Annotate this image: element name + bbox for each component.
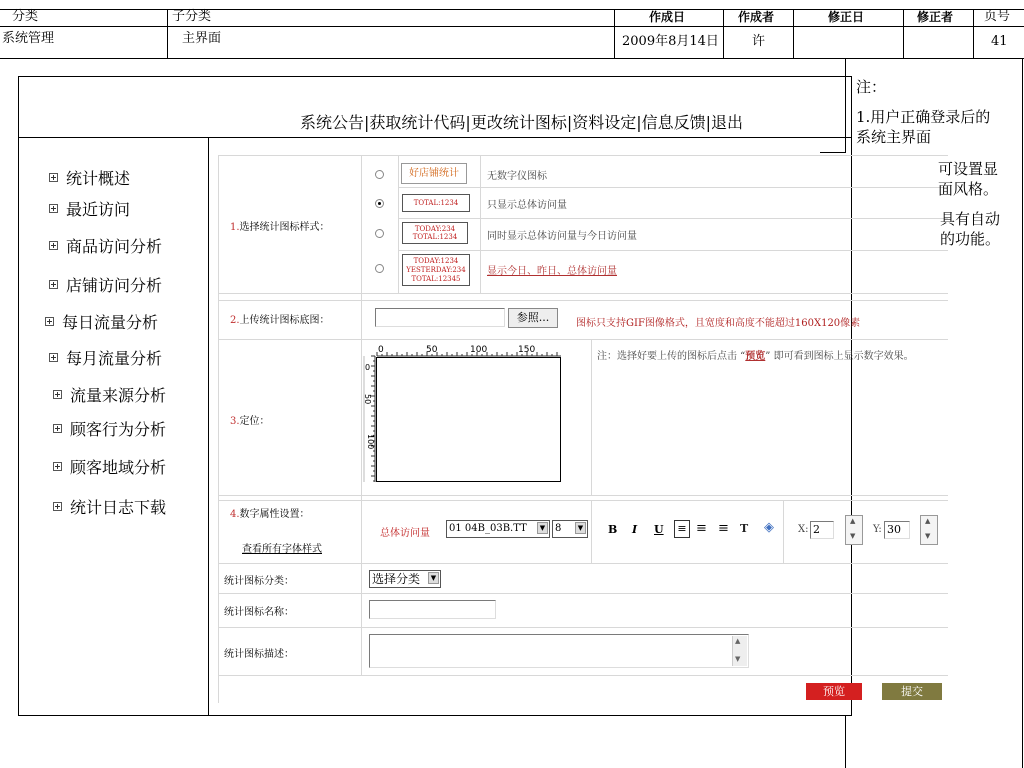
preview-link[interactable]: 预览 — [745, 351, 766, 362]
icon-preview-area[interactable] — [376, 357, 561, 482]
y-stepper[interactable] — [920, 515, 938, 545]
browse-button[interactable]: 参照... — [508, 308, 558, 328]
ruler-x-50: 50 — [426, 345, 438, 355]
category-value: 系统管理 — [2, 31, 55, 46]
author-value: 许 — [752, 34, 766, 49]
x-stepper[interactable] — [845, 515, 863, 545]
page-label: 页号 — [984, 9, 1011, 24]
sidebar-item-overview[interactable]: 统计概述 — [49, 166, 130, 189]
upload-hint: 图标只支持GIF图像格式，且宽度和高度不能超过160X120像素 — [576, 318, 861, 329]
name-input[interactable] — [369, 600, 496, 619]
style-badge-3: TODAY:234 TOTAL:1234 — [402, 222, 468, 244]
upload-label: 2.上传统计图标底图： — [230, 315, 330, 326]
x-label: X: — [798, 524, 809, 535]
bold-button[interactable]: B — [608, 523, 618, 536]
chevron-down-icon: ▼ — [428, 572, 439, 584]
align-right-icon[interactable]: ≡ — [718, 521, 729, 536]
expand-icon — [53, 462, 62, 471]
y-label: Y: — [873, 524, 882, 535]
fill-color-icon[interactable]: ◈ — [764, 520, 774, 535]
style-radio-3[interactable] — [375, 229, 384, 238]
sidebar-item-shop-visits[interactable]: 店铺访问分析 — [49, 273, 162, 296]
created-date-label: 作成日 — [649, 10, 686, 24]
author-label: 作成者 — [738, 10, 775, 24]
desc-scrollbar[interactable] — [732, 636, 747, 666]
nav-profile-settings[interactable]: 资料设定 — [572, 113, 637, 132]
sidebar-item-recent[interactable]: 最近访问 — [49, 197, 130, 220]
expand-icon — [45, 317, 54, 326]
align-center-icon[interactable]: ≡ — [696, 521, 707, 536]
expand-icon — [49, 241, 58, 250]
modified-date-label: 修正日 — [828, 10, 865, 24]
style-radio-4[interactable] — [375, 264, 384, 273]
ruler-x-0: 0 — [378, 345, 384, 355]
name-field-label: 统计图标名称： — [224, 607, 294, 618]
desc-textarea[interactable] — [369, 634, 749, 668]
sidebar-item-log-download[interactable]: 统计日志下载 — [53, 495, 166, 518]
digits-label: 4.数字属性设置： — [230, 509, 310, 520]
style-radio-1[interactable] — [375, 170, 384, 179]
chevron-down-icon: ▼ — [537, 522, 548, 534]
subcategory-value: 主界面 — [182, 31, 222, 46]
position-note: 注：选择好要上传的图标后点击 “预览” 即可看到图标上显示数字效果。 — [597, 351, 914, 362]
desc-field-label: 统计图标描述： — [224, 649, 294, 660]
modifier-label: 修正者 — [917, 10, 954, 24]
expand-icon — [49, 353, 58, 362]
ruler-x-100: 100 — [470, 345, 488, 355]
style-badge-4: TODAY:1234 YESTERDAY:234 TOTAL:12345 — [402, 254, 470, 286]
font-select[interactable]: 01 04B_03B.TT ▼ — [446, 520, 550, 538]
style-desc-3: 同时显示总体访问量与今日访问量 — [487, 231, 637, 242]
ruler-x-150: 150 — [518, 345, 536, 355]
style-desc-1: 无数字仪图标 — [487, 171, 547, 182]
page-value: 41 — [991, 34, 1008, 49]
text-color-icon[interactable]: T — [740, 522, 749, 535]
expand-icon — [53, 502, 62, 511]
created-date-value: 2009年8月14日 — [622, 34, 719, 49]
notes-fragment-4: 的功能。 — [940, 230, 1001, 248]
sidebar-item-customer-region[interactable]: 顾客地域分析 — [53, 455, 166, 478]
sidebar-item-monthly-traffic[interactable]: 每月流量分析 — [49, 346, 162, 369]
nav-get-code[interactable]: 获取统计代码 — [369, 113, 466, 132]
expand-icon — [49, 173, 58, 182]
nav-logout[interactable]: 退出 — [711, 113, 744, 132]
scroll-down-icon: ▼ — [735, 655, 741, 663]
position-label: 3.定位： — [230, 416, 270, 427]
notes-fragment-2: 面风格。 — [938, 180, 999, 198]
sidebar-item-product-visits[interactable]: 商品访问分析 — [49, 234, 162, 257]
notes-line-1: 1.用户正确登录后的 — [856, 108, 991, 126]
expand-icon — [49, 204, 58, 213]
category-label: 分类 — [12, 9, 39, 24]
notes-title: 注： — [856, 78, 887, 96]
style-radio-2[interactable] — [375, 199, 384, 208]
notes-fragment-1: 可设置显 — [938, 160, 999, 178]
expand-icon — [53, 390, 62, 399]
style-label: 1.选择统计图标样式： — [230, 222, 330, 233]
chevron-down-icon: ▼ — [575, 522, 586, 534]
top-navigation: 系统公告|获取统计代码|更改统计图标|资料设定|信息反馈|退出 — [300, 113, 744, 132]
nav-feedback[interactable]: 信息反馈 — [641, 113, 706, 132]
sidebar-item-traffic-source[interactable]: 流量来源分析 — [53, 383, 166, 406]
x-input[interactable]: 2 — [810, 521, 834, 539]
align-left-icon[interactable]: ≡ — [674, 520, 690, 538]
submit-button[interactable]: 提交 — [882, 683, 942, 700]
expand-icon — [49, 280, 58, 289]
ruler-y-100: 100 — [366, 434, 375, 450]
upload-file-input[interactable] — [375, 308, 505, 327]
italic-button[interactable]: I — [632, 523, 638, 536]
underline-button[interactable]: U — [654, 523, 664, 536]
ruler-y-0: 0 — [365, 363, 371, 372]
nav-change-icon[interactable]: 更改统计图标 — [470, 113, 567, 132]
style-badge-2: TOTAL:1234 — [402, 194, 470, 212]
scroll-up-icon: ▲ — [735, 637, 741, 645]
style-desc-4: 显示今日、昨日、总体访问量 — [487, 266, 617, 277]
font-size-select[interactable]: 8 ▼ — [552, 520, 588, 538]
sidebar-item-daily-traffic[interactable]: 每日流量分析 — [45, 310, 158, 333]
ruler-y-50: 50 — [363, 394, 372, 405]
notes-line-2: 系统主界面 — [856, 128, 932, 146]
sidebar-item-customer-behavior[interactable]: 顾客行为分析 — [53, 417, 166, 440]
style-desc-2: 只显示总体访问量 — [487, 200, 567, 211]
nav-announcement[interactable]: 系统公告 — [300, 113, 365, 132]
style-badge-1: 好店铺统计 — [401, 163, 467, 184]
preview-button[interactable]: 预览 — [806, 683, 862, 700]
expand-icon — [53, 424, 62, 433]
view-font-styles-link[interactable]: 查看所有字体样式 — [242, 544, 322, 555]
category-field-label: 统计图标分类： — [224, 576, 294, 587]
y-input[interactable]: 30 — [884, 521, 910, 539]
category-select[interactable]: 选择分类 ▼ — [369, 570, 441, 588]
subcategory-label: 子分类 — [172, 9, 212, 24]
notes-fragment-3: 具有自动 — [940, 210, 1001, 228]
total-visits-label: 总体访问量 — [380, 528, 430, 539]
